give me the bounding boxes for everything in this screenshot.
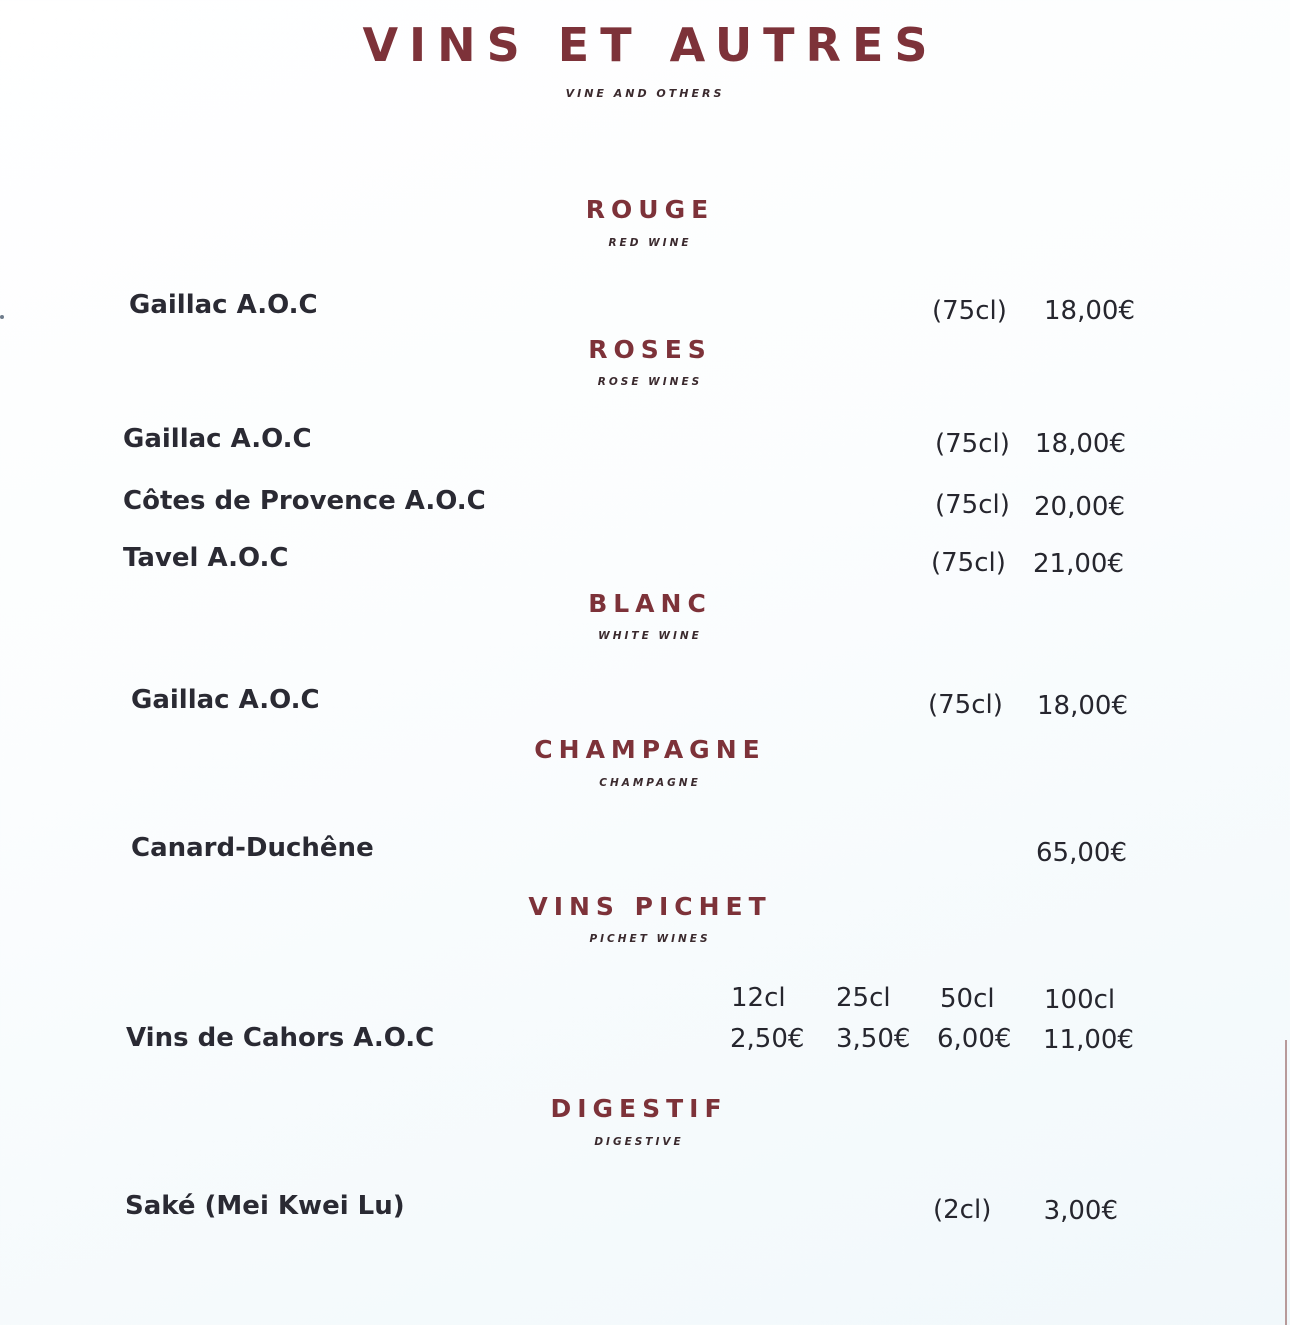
menu-item-name: Saké (Mei Kwei Lu): [125, 1191, 405, 1221]
pichet-size-header: 100cl: [1044, 985, 1116, 1015]
menu-item-price: 3,00€: [1043, 1196, 1118, 1226]
menu-item-volume: (75cl): [928, 690, 1003, 720]
menu-item-name: Gaillac A.O.C: [129, 290, 318, 320]
menu-item-name: Côtes de Provence A.O.C: [123, 486, 486, 516]
section-title-roses: ROSES: [588, 335, 712, 364]
pichet-size-header: 50cl: [940, 984, 995, 1014]
section-title-digestif: DIGESTIF: [550, 1094, 728, 1123]
section-subtitle-rouge: RED WINE: [608, 237, 692, 249]
menu-item-price: 21,00€: [1033, 549, 1124, 579]
pichet-price: 6,00€: [937, 1024, 1012, 1054]
menu-item-price: 65,00€: [1036, 838, 1127, 868]
page-edge-line: [1285, 1040, 1287, 1325]
page-subtitle: VINE AND OTHERS: [565, 87, 725, 100]
menu-item-price: 20,00€: [1034, 492, 1125, 522]
section-subtitle-pichet: PICHET WINES: [589, 933, 711, 945]
menu-item-name: Tavel A.O.C: [123, 543, 289, 573]
menu-item-name: Vins de Cahors A.O.C: [126, 1023, 435, 1053]
menu-item-volume: (75cl): [931, 548, 1006, 578]
menu-item-volume: (2cl): [933, 1195, 992, 1225]
section-title-champagne: CHAMPAGNE: [534, 735, 766, 764]
section-subtitle-digestif: DIGESTIVE: [594, 1136, 684, 1148]
menu-item-price: 18,00€: [1035, 429, 1126, 459]
page-title: VINS ET AUTRES: [362, 18, 939, 72]
menu-item-price: 18,00€: [1044, 296, 1135, 326]
pichet-price: 11,00€: [1043, 1025, 1134, 1055]
section-title-rouge: ROUGE: [585, 195, 715, 224]
pichet-price: 2,50€: [730, 1024, 805, 1054]
pichet-price: 3,50€: [836, 1024, 911, 1054]
menu-item-volume: (75cl): [935, 490, 1010, 520]
pichet-size-header: 12cl: [731, 983, 786, 1013]
menu-item-name: Canard-Duchêne: [131, 833, 374, 863]
menu-item-price: 18,00€: [1037, 691, 1128, 721]
section-subtitle-roses: ROSE WINES: [597, 376, 703, 388]
menu-item-name: Gaillac A.O.C: [123, 424, 312, 454]
section-subtitle-champagne: CHAMPAGNE: [599, 777, 701, 789]
menu-item-volume: (75cl): [932, 296, 1007, 326]
pichet-size-header: 25cl: [836, 983, 891, 1013]
section-title-pichet: VINS PICHET: [528, 892, 772, 921]
menu-item-name: Gaillac A.O.C: [131, 685, 320, 715]
scan-speck: [0, 315, 4, 319]
menu-item-volume: (75cl): [935, 429, 1010, 459]
section-subtitle-blanc: WHITE WINE: [598, 630, 702, 642]
section-title-blanc: BLANC: [588, 589, 712, 618]
